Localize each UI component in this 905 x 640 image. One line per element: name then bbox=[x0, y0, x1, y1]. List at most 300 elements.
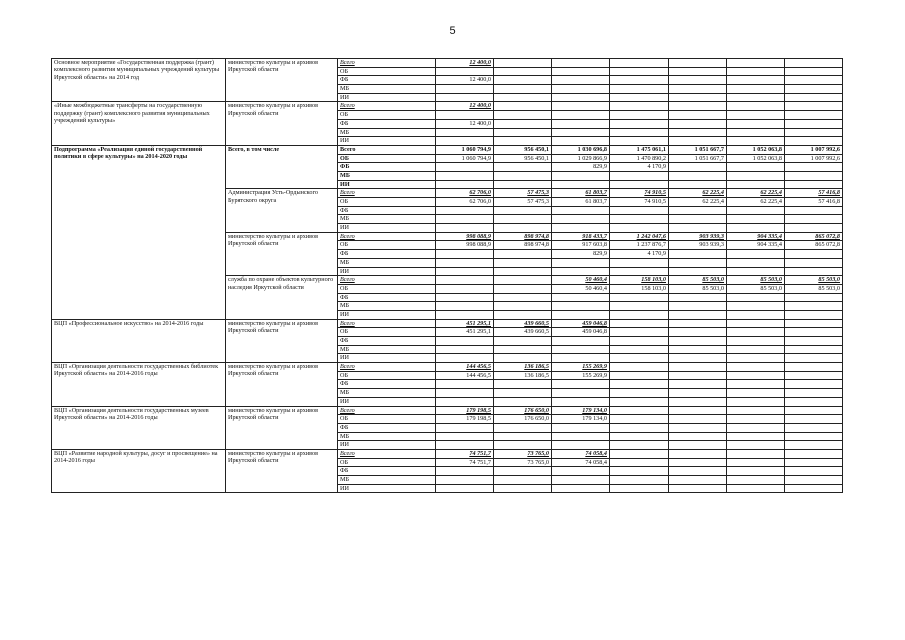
amount-cell bbox=[785, 337, 843, 346]
amount-cell: 50 460,4 bbox=[552, 276, 610, 285]
amount-cell: 85 503,0 bbox=[727, 276, 785, 285]
funding-source: МБ bbox=[338, 128, 436, 137]
funding-source: ОБ bbox=[338, 67, 436, 76]
amount-cell bbox=[494, 111, 552, 120]
amount-cell bbox=[610, 389, 669, 398]
amount-cell bbox=[727, 371, 785, 380]
amount-cell bbox=[494, 354, 552, 363]
amount-cell bbox=[785, 484, 843, 493]
amount-cell bbox=[610, 337, 669, 346]
amount-cell bbox=[785, 267, 843, 276]
amount-cell bbox=[436, 171, 494, 180]
amount-cell bbox=[669, 363, 727, 372]
table-row bbox=[52, 363, 843, 372]
amount-cell bbox=[669, 484, 727, 493]
amount-cell bbox=[669, 397, 727, 406]
amount-cell: 176 650,0 bbox=[494, 415, 552, 424]
amount-cell bbox=[785, 93, 843, 102]
amount-cell bbox=[610, 224, 669, 233]
amount-cell: 904 335,4 bbox=[727, 232, 785, 241]
amount-cell bbox=[727, 102, 785, 111]
amount-cell bbox=[727, 76, 785, 85]
amount-cell bbox=[727, 345, 785, 354]
amount-cell bbox=[669, 119, 727, 128]
amount-cell bbox=[494, 93, 552, 102]
funding-source: Всего bbox=[338, 59, 436, 68]
amount-cell bbox=[436, 423, 494, 432]
executor-name: Администрация Усть-Ордынского Бурятского округа bbox=[226, 189, 338, 232]
executor-name: служба по охране объектов культурного наследия Иркутской области bbox=[226, 276, 338, 319]
amount-cell bbox=[494, 215, 552, 224]
executor-name: министерство культуры и архивов Иркутской области bbox=[226, 102, 338, 145]
amount-cell bbox=[610, 441, 669, 450]
amount-cell bbox=[669, 302, 727, 311]
amount-cell bbox=[669, 371, 727, 380]
funding-source: ФБ bbox=[338, 293, 436, 302]
amount-cell bbox=[669, 180, 727, 189]
funding-source: ФБ bbox=[338, 250, 436, 259]
amount-cell bbox=[436, 276, 494, 285]
amount-cell bbox=[669, 67, 727, 76]
amount-cell bbox=[727, 363, 785, 372]
amount-cell: 903 939,3 bbox=[669, 232, 727, 241]
amount-cell bbox=[494, 163, 552, 172]
amount-cell bbox=[785, 224, 843, 233]
amount-cell bbox=[610, 302, 669, 311]
funding-source: ФБ bbox=[338, 467, 436, 476]
amount-cell: 74 751,7 bbox=[436, 458, 494, 467]
funding-source: МБ bbox=[338, 302, 436, 311]
amount-cell bbox=[610, 449, 669, 458]
amount-cell bbox=[669, 441, 727, 450]
amount-cell bbox=[669, 458, 727, 467]
amount-cell: 74 910,5 bbox=[610, 198, 669, 207]
amount-cell bbox=[552, 206, 610, 215]
amount-cell bbox=[785, 76, 843, 85]
amount-cell bbox=[669, 59, 727, 68]
amount-cell bbox=[552, 337, 610, 346]
funding-source: МБ bbox=[338, 171, 436, 180]
amount-cell bbox=[436, 302, 494, 311]
amount-cell bbox=[610, 310, 669, 319]
amount-cell bbox=[669, 224, 727, 233]
amount-cell bbox=[436, 397, 494, 406]
amount-cell bbox=[610, 215, 669, 224]
amount-cell: 439 660,5 bbox=[494, 328, 552, 337]
measure-description: ВЦП «Развитие народной культуры, досуг и просвещение» на 2014-2016 годы bbox=[52, 449, 226, 492]
amount-cell bbox=[494, 293, 552, 302]
amount-cell bbox=[669, 476, 727, 485]
funding-source: Всего bbox=[338, 319, 436, 328]
amount-cell: 62 225,4 bbox=[669, 189, 727, 198]
amount-cell bbox=[785, 128, 843, 137]
amount-cell bbox=[494, 180, 552, 189]
amount-cell: 62 706,0 bbox=[436, 189, 494, 198]
amount-cell: 62 225,4 bbox=[669, 198, 727, 207]
executor-name: Всего, в том числе bbox=[226, 145, 338, 188]
amount-cell: 903 939,3 bbox=[669, 241, 727, 250]
amount-cell bbox=[610, 484, 669, 493]
amount-cell bbox=[727, 458, 785, 467]
amount-cell bbox=[785, 206, 843, 215]
funding-source: Всего bbox=[338, 232, 436, 241]
amount-cell bbox=[727, 441, 785, 450]
funding-source: ФБ bbox=[338, 163, 436, 172]
amount-cell: 62 706,0 bbox=[436, 198, 494, 207]
amount-cell bbox=[552, 119, 610, 128]
amount-cell: 439 660,5 bbox=[494, 319, 552, 328]
amount-cell: 451 295,1 bbox=[436, 319, 494, 328]
table-row bbox=[52, 102, 843, 111]
amount-cell: 12 400,0 bbox=[436, 59, 494, 68]
amount-cell bbox=[785, 397, 843, 406]
amount-cell bbox=[669, 85, 727, 94]
amount-cell bbox=[552, 302, 610, 311]
amount-cell bbox=[494, 441, 552, 450]
amount-cell bbox=[494, 380, 552, 389]
amount-cell: 459 046,8 bbox=[552, 328, 610, 337]
amount-cell: 144 456,5 bbox=[436, 363, 494, 372]
amount-cell bbox=[785, 67, 843, 76]
amount-cell: 917 603,8 bbox=[552, 241, 610, 250]
amount-cell bbox=[552, 67, 610, 76]
amount-cell bbox=[610, 415, 669, 424]
amount-cell bbox=[494, 345, 552, 354]
amount-cell bbox=[669, 93, 727, 102]
amount-cell bbox=[727, 215, 785, 224]
amount-cell bbox=[785, 328, 843, 337]
amount-cell bbox=[785, 415, 843, 424]
funding-source: ФБ bbox=[338, 423, 436, 432]
amount-cell bbox=[494, 310, 552, 319]
funding-table bbox=[51, 58, 843, 493]
amount-cell bbox=[785, 432, 843, 441]
amount-cell bbox=[727, 397, 785, 406]
amount-cell bbox=[669, 267, 727, 276]
amount-cell: 74 910,5 bbox=[610, 189, 669, 198]
amount-cell bbox=[436, 284, 494, 293]
amount-cell bbox=[494, 85, 552, 94]
amount-cell bbox=[785, 102, 843, 111]
amount-cell bbox=[785, 389, 843, 398]
funding-source: ФБ bbox=[338, 119, 436, 128]
amount-cell bbox=[785, 163, 843, 172]
amount-cell: 865 072,8 bbox=[785, 232, 843, 241]
funding-source: Всего bbox=[338, 276, 436, 285]
amount-cell bbox=[610, 328, 669, 337]
amount-cell bbox=[494, 267, 552, 276]
funding-source: ИИ bbox=[338, 397, 436, 406]
amount-cell bbox=[785, 171, 843, 180]
amount-cell bbox=[552, 111, 610, 120]
amount-cell: 12 400,0 bbox=[436, 102, 494, 111]
amount-cell bbox=[669, 215, 727, 224]
funding-source: ОБ bbox=[338, 111, 436, 120]
amount-cell bbox=[785, 476, 843, 485]
amount-cell bbox=[785, 449, 843, 458]
amount-cell bbox=[785, 137, 843, 146]
amount-cell: 74 751,7 bbox=[436, 449, 494, 458]
funding-source: ОБ bbox=[338, 284, 436, 293]
amount-cell bbox=[669, 206, 727, 215]
amount-cell bbox=[610, 467, 669, 476]
amount-cell bbox=[436, 163, 494, 172]
amount-cell bbox=[727, 389, 785, 398]
amount-cell bbox=[785, 258, 843, 267]
amount-cell bbox=[669, 389, 727, 398]
amount-cell bbox=[727, 380, 785, 389]
amount-cell: 1 052 063,8 bbox=[727, 145, 785, 154]
amount-cell bbox=[552, 258, 610, 267]
amount-cell bbox=[494, 432, 552, 441]
funding-source: ИИ bbox=[338, 441, 436, 450]
amount-cell: 73 765,0 bbox=[494, 449, 552, 458]
amount-cell: 158 103,0 bbox=[610, 284, 669, 293]
amount-cell bbox=[436, 128, 494, 137]
amount-cell bbox=[610, 119, 669, 128]
executor-name: министерство культуры и архивов Иркутской области bbox=[226, 449, 338, 492]
amount-cell bbox=[436, 137, 494, 146]
amount-cell: 85 503,0 bbox=[785, 284, 843, 293]
amount-cell bbox=[785, 354, 843, 363]
amount-cell bbox=[785, 59, 843, 68]
amount-cell bbox=[552, 380, 610, 389]
amount-cell bbox=[669, 380, 727, 389]
amount-cell bbox=[610, 267, 669, 276]
amount-cell: 451 295,1 bbox=[436, 328, 494, 337]
amount-cell bbox=[436, 206, 494, 215]
amount-cell bbox=[436, 293, 494, 302]
amount-cell: 12 400,0 bbox=[436, 119, 494, 128]
amount-cell bbox=[494, 302, 552, 311]
amount-cell bbox=[610, 111, 669, 120]
amount-cell bbox=[785, 406, 843, 415]
amount-cell bbox=[436, 250, 494, 259]
funding-source: МБ bbox=[338, 258, 436, 267]
amount-cell bbox=[494, 76, 552, 85]
amount-cell bbox=[552, 345, 610, 354]
measure-description: ВЦП «Организация деятельности государственных музеев Иркутской области» на 2014-2016 годы bbox=[52, 406, 226, 449]
amount-cell bbox=[785, 302, 843, 311]
amount-cell bbox=[785, 250, 843, 259]
amount-cell bbox=[727, 423, 785, 432]
amount-cell bbox=[727, 258, 785, 267]
amount-cell: 155 269,9 bbox=[552, 363, 610, 372]
amount-cell bbox=[785, 215, 843, 224]
amount-cell bbox=[610, 345, 669, 354]
funding-source: ИИ bbox=[338, 354, 436, 363]
amount-cell: 1 060 794,9 bbox=[436, 154, 494, 163]
amount-cell bbox=[785, 293, 843, 302]
amount-cell: 829,9 bbox=[552, 250, 610, 259]
amount-cell bbox=[669, 449, 727, 458]
amount-cell bbox=[785, 111, 843, 120]
amount-cell bbox=[610, 128, 669, 137]
amount-cell: 73 765,0 bbox=[494, 458, 552, 467]
amount-cell bbox=[436, 85, 494, 94]
amount-cell: 998 088,9 bbox=[436, 241, 494, 250]
amount-cell bbox=[610, 319, 669, 328]
funding-source: Всего bbox=[338, 449, 436, 458]
amount-cell: 57 475,3 bbox=[494, 189, 552, 198]
amount-cell bbox=[610, 363, 669, 372]
amount-cell bbox=[727, 354, 785, 363]
amount-cell bbox=[436, 224, 494, 233]
amount-cell: 85 503,0 bbox=[785, 276, 843, 285]
funding-source: ОБ bbox=[338, 328, 436, 337]
amount-cell: 74 058,4 bbox=[552, 449, 610, 458]
amount-cell: 179 198,5 bbox=[436, 415, 494, 424]
amount-cell: 62 225,4 bbox=[727, 198, 785, 207]
amount-cell bbox=[727, 467, 785, 476]
amount-cell bbox=[785, 345, 843, 354]
amount-cell bbox=[669, 111, 727, 120]
amount-cell bbox=[610, 180, 669, 189]
amount-cell bbox=[785, 363, 843, 372]
table-row bbox=[52, 449, 843, 458]
funding-source: МБ bbox=[338, 389, 436, 398]
funding-source: ИИ bbox=[338, 224, 436, 233]
funding-source: Всего bbox=[338, 189, 436, 198]
amount-cell bbox=[494, 119, 552, 128]
amount-cell bbox=[727, 224, 785, 233]
amount-cell bbox=[436, 180, 494, 189]
amount-cell: 1 029 866,9 bbox=[552, 154, 610, 163]
amount-cell bbox=[552, 467, 610, 476]
amount-cell: 1 030 696,8 bbox=[552, 145, 610, 154]
amount-cell bbox=[669, 250, 727, 259]
amount-cell bbox=[494, 389, 552, 398]
amount-cell bbox=[436, 258, 494, 267]
amount-cell bbox=[552, 389, 610, 398]
amount-cell bbox=[610, 171, 669, 180]
amount-cell bbox=[610, 93, 669, 102]
amount-cell bbox=[552, 59, 610, 68]
amount-cell: 1 470 890,2 bbox=[610, 154, 669, 163]
amount-cell bbox=[727, 128, 785, 137]
amount-cell bbox=[494, 224, 552, 233]
amount-cell bbox=[494, 102, 552, 111]
amount-cell bbox=[669, 328, 727, 337]
amount-cell: 1 237 876,7 bbox=[610, 241, 669, 250]
executor-name: министерство культуры и архивов Иркутской области bbox=[226, 406, 338, 449]
amount-cell: 155 269,9 bbox=[552, 371, 610, 380]
amount-cell bbox=[494, 250, 552, 259]
amount-cell bbox=[552, 180, 610, 189]
amount-cell: 904 335,4 bbox=[727, 241, 785, 250]
amount-cell: 50 460,4 bbox=[552, 284, 610, 293]
amount-cell bbox=[552, 441, 610, 450]
executor-name: министерство культуры и архивов Иркутской области bbox=[226, 232, 338, 275]
amount-cell bbox=[785, 441, 843, 450]
amount-cell bbox=[669, 171, 727, 180]
amount-cell bbox=[436, 267, 494, 276]
amount-cell: 179 134,0 bbox=[552, 415, 610, 424]
amount-cell bbox=[610, 137, 669, 146]
measure-description: ВЦП «Профессиональное искусство» на 2014-2016 годы bbox=[52, 319, 226, 362]
amount-cell bbox=[610, 76, 669, 85]
amount-cell bbox=[669, 423, 727, 432]
amount-cell bbox=[727, 93, 785, 102]
funding-source: ФБ bbox=[338, 206, 436, 215]
amount-cell bbox=[727, 337, 785, 346]
amount-cell bbox=[727, 310, 785, 319]
amount-cell bbox=[727, 484, 785, 493]
page-number: 5 bbox=[449, 25, 456, 37]
amount-cell: 956 450,1 bbox=[494, 154, 552, 163]
amount-cell bbox=[494, 276, 552, 285]
amount-cell: 85 503,0 bbox=[727, 284, 785, 293]
amount-cell bbox=[669, 432, 727, 441]
measure-description: ВЦП «Организация деятельности государственных библиотек Иркутской области» на 2014-2016 годы bbox=[52, 363, 226, 406]
amount-cell bbox=[494, 284, 552, 293]
funding-source: Всего bbox=[338, 363, 436, 372]
executor-name: министерство культуры и архивов Иркутской области bbox=[226, 319, 338, 362]
amount-cell bbox=[436, 354, 494, 363]
funding-source: ОБ bbox=[338, 458, 436, 467]
funding-source: ИИ bbox=[338, 310, 436, 319]
funding-source: ФБ bbox=[338, 380, 436, 389]
amount-cell: 85 503,0 bbox=[669, 284, 727, 293]
funding-source: ИИ bbox=[338, 137, 436, 146]
table-row bbox=[52, 319, 843, 328]
amount-cell: 61 803,7 bbox=[552, 189, 610, 198]
amount-cell bbox=[785, 380, 843, 389]
amount-cell: 176 650,0 bbox=[494, 406, 552, 415]
amount-cell bbox=[727, 67, 785, 76]
funding-source: ИИ bbox=[338, 267, 436, 276]
executor-name: министерство культуры и архивов Иркутской области bbox=[226, 363, 338, 406]
executor-name: министерство культуры и архивов Иркутской области bbox=[226, 59, 338, 102]
amount-cell bbox=[727, 250, 785, 259]
amount-cell bbox=[785, 119, 843, 128]
amount-cell bbox=[552, 102, 610, 111]
amount-cell bbox=[610, 258, 669, 267]
funding-source: МБ bbox=[338, 215, 436, 224]
amount-cell bbox=[436, 111, 494, 120]
amount-cell bbox=[727, 449, 785, 458]
amount-cell: 57 475,3 bbox=[494, 198, 552, 207]
amount-cell: 1 007 992,6 bbox=[785, 145, 843, 154]
amount-cell bbox=[727, 59, 785, 68]
amount-cell bbox=[669, 319, 727, 328]
amount-cell bbox=[610, 67, 669, 76]
amount-cell: 1 051 667,7 bbox=[669, 145, 727, 154]
funding-source: МБ bbox=[338, 345, 436, 354]
amount-cell bbox=[436, 380, 494, 389]
amount-cell bbox=[610, 371, 669, 380]
amount-cell: 74 058,4 bbox=[552, 458, 610, 467]
amount-cell bbox=[669, 128, 727, 137]
amount-cell bbox=[552, 397, 610, 406]
funding-source: Всего bbox=[338, 102, 436, 111]
amount-cell bbox=[610, 458, 669, 467]
amount-cell bbox=[610, 59, 669, 68]
amount-cell: 144 456,5 bbox=[436, 371, 494, 380]
amount-cell bbox=[494, 258, 552, 267]
funding-source: МБ bbox=[338, 85, 436, 94]
table-row bbox=[52, 406, 843, 415]
funding-source: ОБ bbox=[338, 415, 436, 424]
amount-cell bbox=[494, 137, 552, 146]
amount-cell: 4 170,9 bbox=[610, 163, 669, 172]
amount-cell bbox=[552, 484, 610, 493]
amount-cell bbox=[727, 432, 785, 441]
amount-cell bbox=[785, 85, 843, 94]
amount-cell bbox=[494, 337, 552, 346]
amount-cell bbox=[494, 423, 552, 432]
amount-cell bbox=[785, 458, 843, 467]
